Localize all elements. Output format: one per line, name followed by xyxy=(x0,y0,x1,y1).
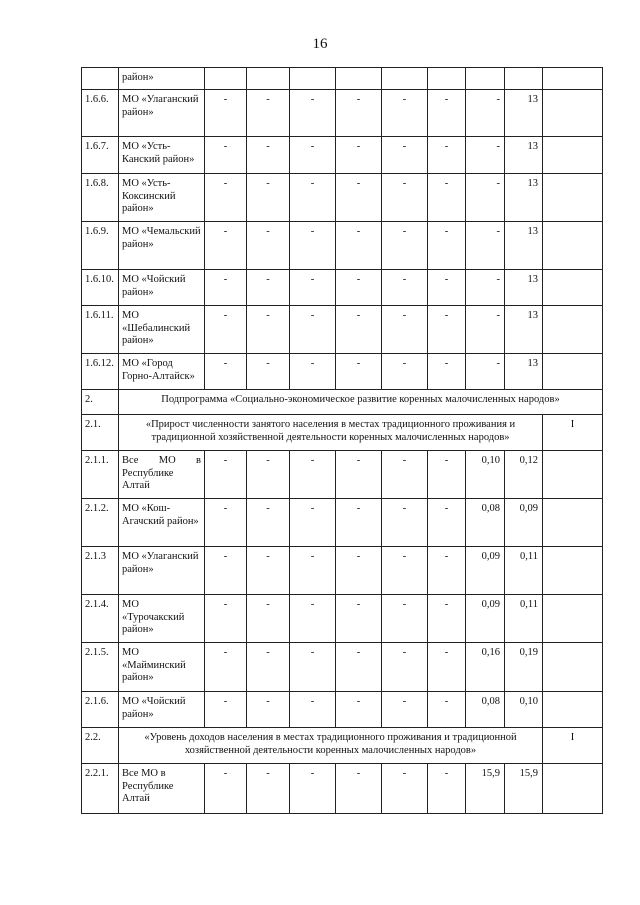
value-cell: - xyxy=(205,451,247,499)
value-cell: - xyxy=(466,137,505,174)
value-cell: - xyxy=(336,137,382,174)
value-cell: - xyxy=(428,174,466,222)
value-cell xyxy=(505,68,543,90)
value-cell: - xyxy=(466,90,505,137)
value-cell: - xyxy=(428,270,466,306)
value-cell: - xyxy=(428,595,466,643)
table-row xyxy=(82,692,603,728)
value-cell: - xyxy=(290,222,336,270)
value-cell xyxy=(543,451,603,499)
row-number xyxy=(82,68,119,90)
value-cell xyxy=(382,68,428,90)
value-cell: - xyxy=(205,354,247,390)
value-cell xyxy=(543,174,603,222)
value-cell: - xyxy=(382,354,428,390)
indicator-category: I xyxy=(543,415,603,451)
page-number: 16 xyxy=(312,36,328,52)
row-number: 2.2. xyxy=(82,728,119,764)
value-cell xyxy=(290,68,336,90)
value-cell: - xyxy=(205,764,247,814)
value-cell: - xyxy=(336,222,382,270)
value-cell: - xyxy=(205,137,247,174)
value-cell: - xyxy=(382,595,428,643)
value-cell xyxy=(336,68,382,90)
table-row xyxy=(82,643,603,692)
value-cell: - xyxy=(247,595,290,643)
value-cell: - xyxy=(428,643,466,692)
value-cell xyxy=(543,222,603,270)
value-cell xyxy=(543,306,603,354)
value-cell: - xyxy=(336,354,382,390)
value-cell xyxy=(543,692,603,728)
value-cell: - xyxy=(382,270,428,306)
value-cell: - xyxy=(336,764,382,814)
value-cell: - xyxy=(428,499,466,547)
value-cell: 13 xyxy=(505,90,543,137)
value-cell: - xyxy=(247,137,290,174)
value-cell: - xyxy=(247,354,290,390)
value-cell: - xyxy=(336,643,382,692)
row-number: 1.6.11. xyxy=(82,306,119,354)
value-cell: - xyxy=(428,764,466,814)
row-number: 1.6.12. xyxy=(82,354,119,390)
value-cell: - xyxy=(247,222,290,270)
row-number: 2.2.1. xyxy=(82,764,119,814)
value-cell: - xyxy=(428,222,466,270)
value-cell: - xyxy=(205,692,247,728)
value-cell: - xyxy=(336,499,382,547)
value-cell: - xyxy=(205,643,247,692)
row-number: 1.6.8. xyxy=(82,174,119,222)
value-cell xyxy=(543,764,603,814)
indicator-table xyxy=(81,67,603,814)
value-cell: 13 xyxy=(505,270,543,306)
value-cell xyxy=(543,595,603,643)
value-cell: 0,10 xyxy=(466,451,505,499)
value-cell: - xyxy=(290,547,336,595)
row-name: МО «Чойский район» xyxy=(119,692,205,728)
row-number: 2. xyxy=(82,390,119,415)
indicator-title: «Уровень доходов населения в местах традиционного проживания и традиционной хозяйственной деятельности коренных малочисленных народов» xyxy=(119,728,543,764)
value-cell: - xyxy=(205,222,247,270)
value-cell: - xyxy=(247,174,290,222)
value-cell: - xyxy=(290,692,336,728)
value-cell: - xyxy=(428,90,466,137)
value-cell: 13 xyxy=(505,354,543,390)
value-cell: - xyxy=(336,692,382,728)
row-name: МО «Шебалинский район» xyxy=(119,306,205,354)
value-cell: 13 xyxy=(505,222,543,270)
row-number: 2.1.5. xyxy=(82,643,119,692)
value-cell: - xyxy=(205,547,247,595)
table-row xyxy=(82,68,603,90)
value-cell: - xyxy=(428,137,466,174)
row-name: МО «Улаганский район» xyxy=(119,90,205,137)
value-cell: - xyxy=(382,222,428,270)
value-cell: - xyxy=(290,451,336,499)
value-cell xyxy=(247,68,290,90)
value-cell: 0,16 xyxy=(466,643,505,692)
value-cell: - xyxy=(247,306,290,354)
row-name: МО «Чойский район» xyxy=(119,270,205,306)
value-cell: - xyxy=(247,643,290,692)
value-cell: 0,09 xyxy=(466,547,505,595)
value-cell: - xyxy=(336,595,382,643)
value-cell xyxy=(543,499,603,547)
value-cell: - xyxy=(382,137,428,174)
value-cell: 15,9 xyxy=(505,764,543,814)
value-cell: - xyxy=(466,354,505,390)
value-cell: - xyxy=(382,499,428,547)
indicator-title: «Прирост численности занятого населения в местах традиционного проживания и традиционной хозяйственной деятельности коренных малочисленных народов» xyxy=(119,415,543,451)
row-name: МО «Майминский район» xyxy=(119,643,205,692)
value-cell: - xyxy=(205,174,247,222)
row-number: 1.6.9. xyxy=(82,222,119,270)
value-cell: - xyxy=(290,306,336,354)
row-name: МО «Улаганский район» xyxy=(119,547,205,595)
value-cell: 0,12 xyxy=(505,451,543,499)
value-cell: - xyxy=(336,547,382,595)
value-cell: - xyxy=(247,499,290,547)
table-row xyxy=(82,415,603,451)
table-row xyxy=(82,306,603,354)
value-cell: - xyxy=(336,270,382,306)
value-cell xyxy=(543,643,603,692)
row-number: 2.1.3 xyxy=(82,547,119,595)
value-cell: - xyxy=(336,306,382,354)
value-cell: 0,08 xyxy=(466,499,505,547)
table-row xyxy=(82,270,603,306)
value-cell: - xyxy=(382,547,428,595)
row-name: МО «Усть-Канский район» xyxy=(119,137,205,174)
value-cell: - xyxy=(247,692,290,728)
value-cell: 0,19 xyxy=(505,643,543,692)
value-cell xyxy=(543,68,603,90)
value-cell: - xyxy=(247,270,290,306)
value-cell: - xyxy=(247,547,290,595)
value-cell: - xyxy=(205,90,247,137)
table-row xyxy=(82,595,603,643)
value-cell: - xyxy=(382,764,428,814)
value-cell: - xyxy=(247,764,290,814)
value-cell: - xyxy=(205,270,247,306)
value-cell: 15,9 xyxy=(466,764,505,814)
value-cell: - xyxy=(428,451,466,499)
value-cell: - xyxy=(336,90,382,137)
value-cell: - xyxy=(382,692,428,728)
value-cell xyxy=(543,547,603,595)
value-cell: - xyxy=(428,306,466,354)
row-number: 1.6.7. xyxy=(82,137,119,174)
table-row xyxy=(82,90,603,137)
value-cell: - xyxy=(466,270,505,306)
value-cell: - xyxy=(290,174,336,222)
table-row xyxy=(82,390,603,415)
table-row xyxy=(82,451,603,499)
value-cell: - xyxy=(466,222,505,270)
table-row xyxy=(82,354,603,390)
value-cell: - xyxy=(382,90,428,137)
value-cell: 0,10 xyxy=(505,692,543,728)
row-number: 2.1. xyxy=(82,415,119,451)
row-name: Все МО в Республике Алтай xyxy=(119,451,205,499)
value-cell: 0,08 xyxy=(466,692,505,728)
section-title: Подпрограмма «Социально-экономическое развитие коренных малочисленных народов» xyxy=(119,390,603,415)
value-cell xyxy=(543,354,603,390)
value-cell: - xyxy=(290,499,336,547)
indicator-category: I xyxy=(543,728,603,764)
value-cell: - xyxy=(382,306,428,354)
value-cell xyxy=(543,90,603,137)
value-cell xyxy=(205,68,247,90)
row-name: МО «Усть-Коксинский район» xyxy=(119,174,205,222)
value-cell: - xyxy=(466,306,505,354)
table-row xyxy=(82,499,603,547)
value-cell: 0,11 xyxy=(505,547,543,595)
row-number: 2.1.4. xyxy=(82,595,119,643)
value-cell: - xyxy=(247,451,290,499)
value-cell: - xyxy=(466,174,505,222)
value-cell: - xyxy=(290,90,336,137)
value-cell xyxy=(543,270,603,306)
value-cell: 13 xyxy=(505,306,543,354)
value-cell: - xyxy=(382,643,428,692)
table-row xyxy=(82,137,603,174)
value-cell: - xyxy=(336,451,382,499)
value-cell xyxy=(428,68,466,90)
value-cell: - xyxy=(428,354,466,390)
value-cell xyxy=(466,68,505,90)
row-name: МО «Чемальский район» xyxy=(119,222,205,270)
value-cell: 13 xyxy=(505,137,543,174)
table-row xyxy=(82,174,603,222)
row-number: 1.6.10. xyxy=(82,270,119,306)
value-cell: - xyxy=(205,306,247,354)
value-cell: - xyxy=(428,692,466,728)
row-number: 1.6.6. xyxy=(82,90,119,137)
value-cell: - xyxy=(382,451,428,499)
value-cell: - xyxy=(247,90,290,137)
table-row xyxy=(82,764,603,814)
table-row xyxy=(82,728,603,764)
value-cell: - xyxy=(382,174,428,222)
value-cell: - xyxy=(428,547,466,595)
value-cell: - xyxy=(336,174,382,222)
value-cell: - xyxy=(290,270,336,306)
value-cell: 0,09 xyxy=(466,595,505,643)
row-name: Все МО в Республике Алтай xyxy=(119,764,205,814)
value-cell: 13 xyxy=(505,174,543,222)
row-number: 2.1.1. xyxy=(82,451,119,499)
table-row xyxy=(82,547,603,595)
value-cell xyxy=(543,137,603,174)
row-number: 2.1.6. xyxy=(82,692,119,728)
value-cell: - xyxy=(290,643,336,692)
row-name: МО «Кош-Агачский район» xyxy=(119,499,205,547)
value-cell: - xyxy=(290,595,336,643)
value-cell: - xyxy=(290,764,336,814)
row-name: МО «Турочакский район» xyxy=(119,595,205,643)
value-cell: - xyxy=(205,499,247,547)
row-name: район» xyxy=(119,68,205,90)
value-cell: - xyxy=(290,137,336,174)
value-cell: - xyxy=(205,595,247,643)
value-cell: 0,09 xyxy=(505,499,543,547)
row-number: 2.1.2. xyxy=(82,499,119,547)
row-name: МО «Город Горно-Алтайск» xyxy=(119,354,205,390)
table-row xyxy=(82,222,603,270)
value-cell: - xyxy=(290,354,336,390)
value-cell: 0,11 xyxy=(505,595,543,643)
